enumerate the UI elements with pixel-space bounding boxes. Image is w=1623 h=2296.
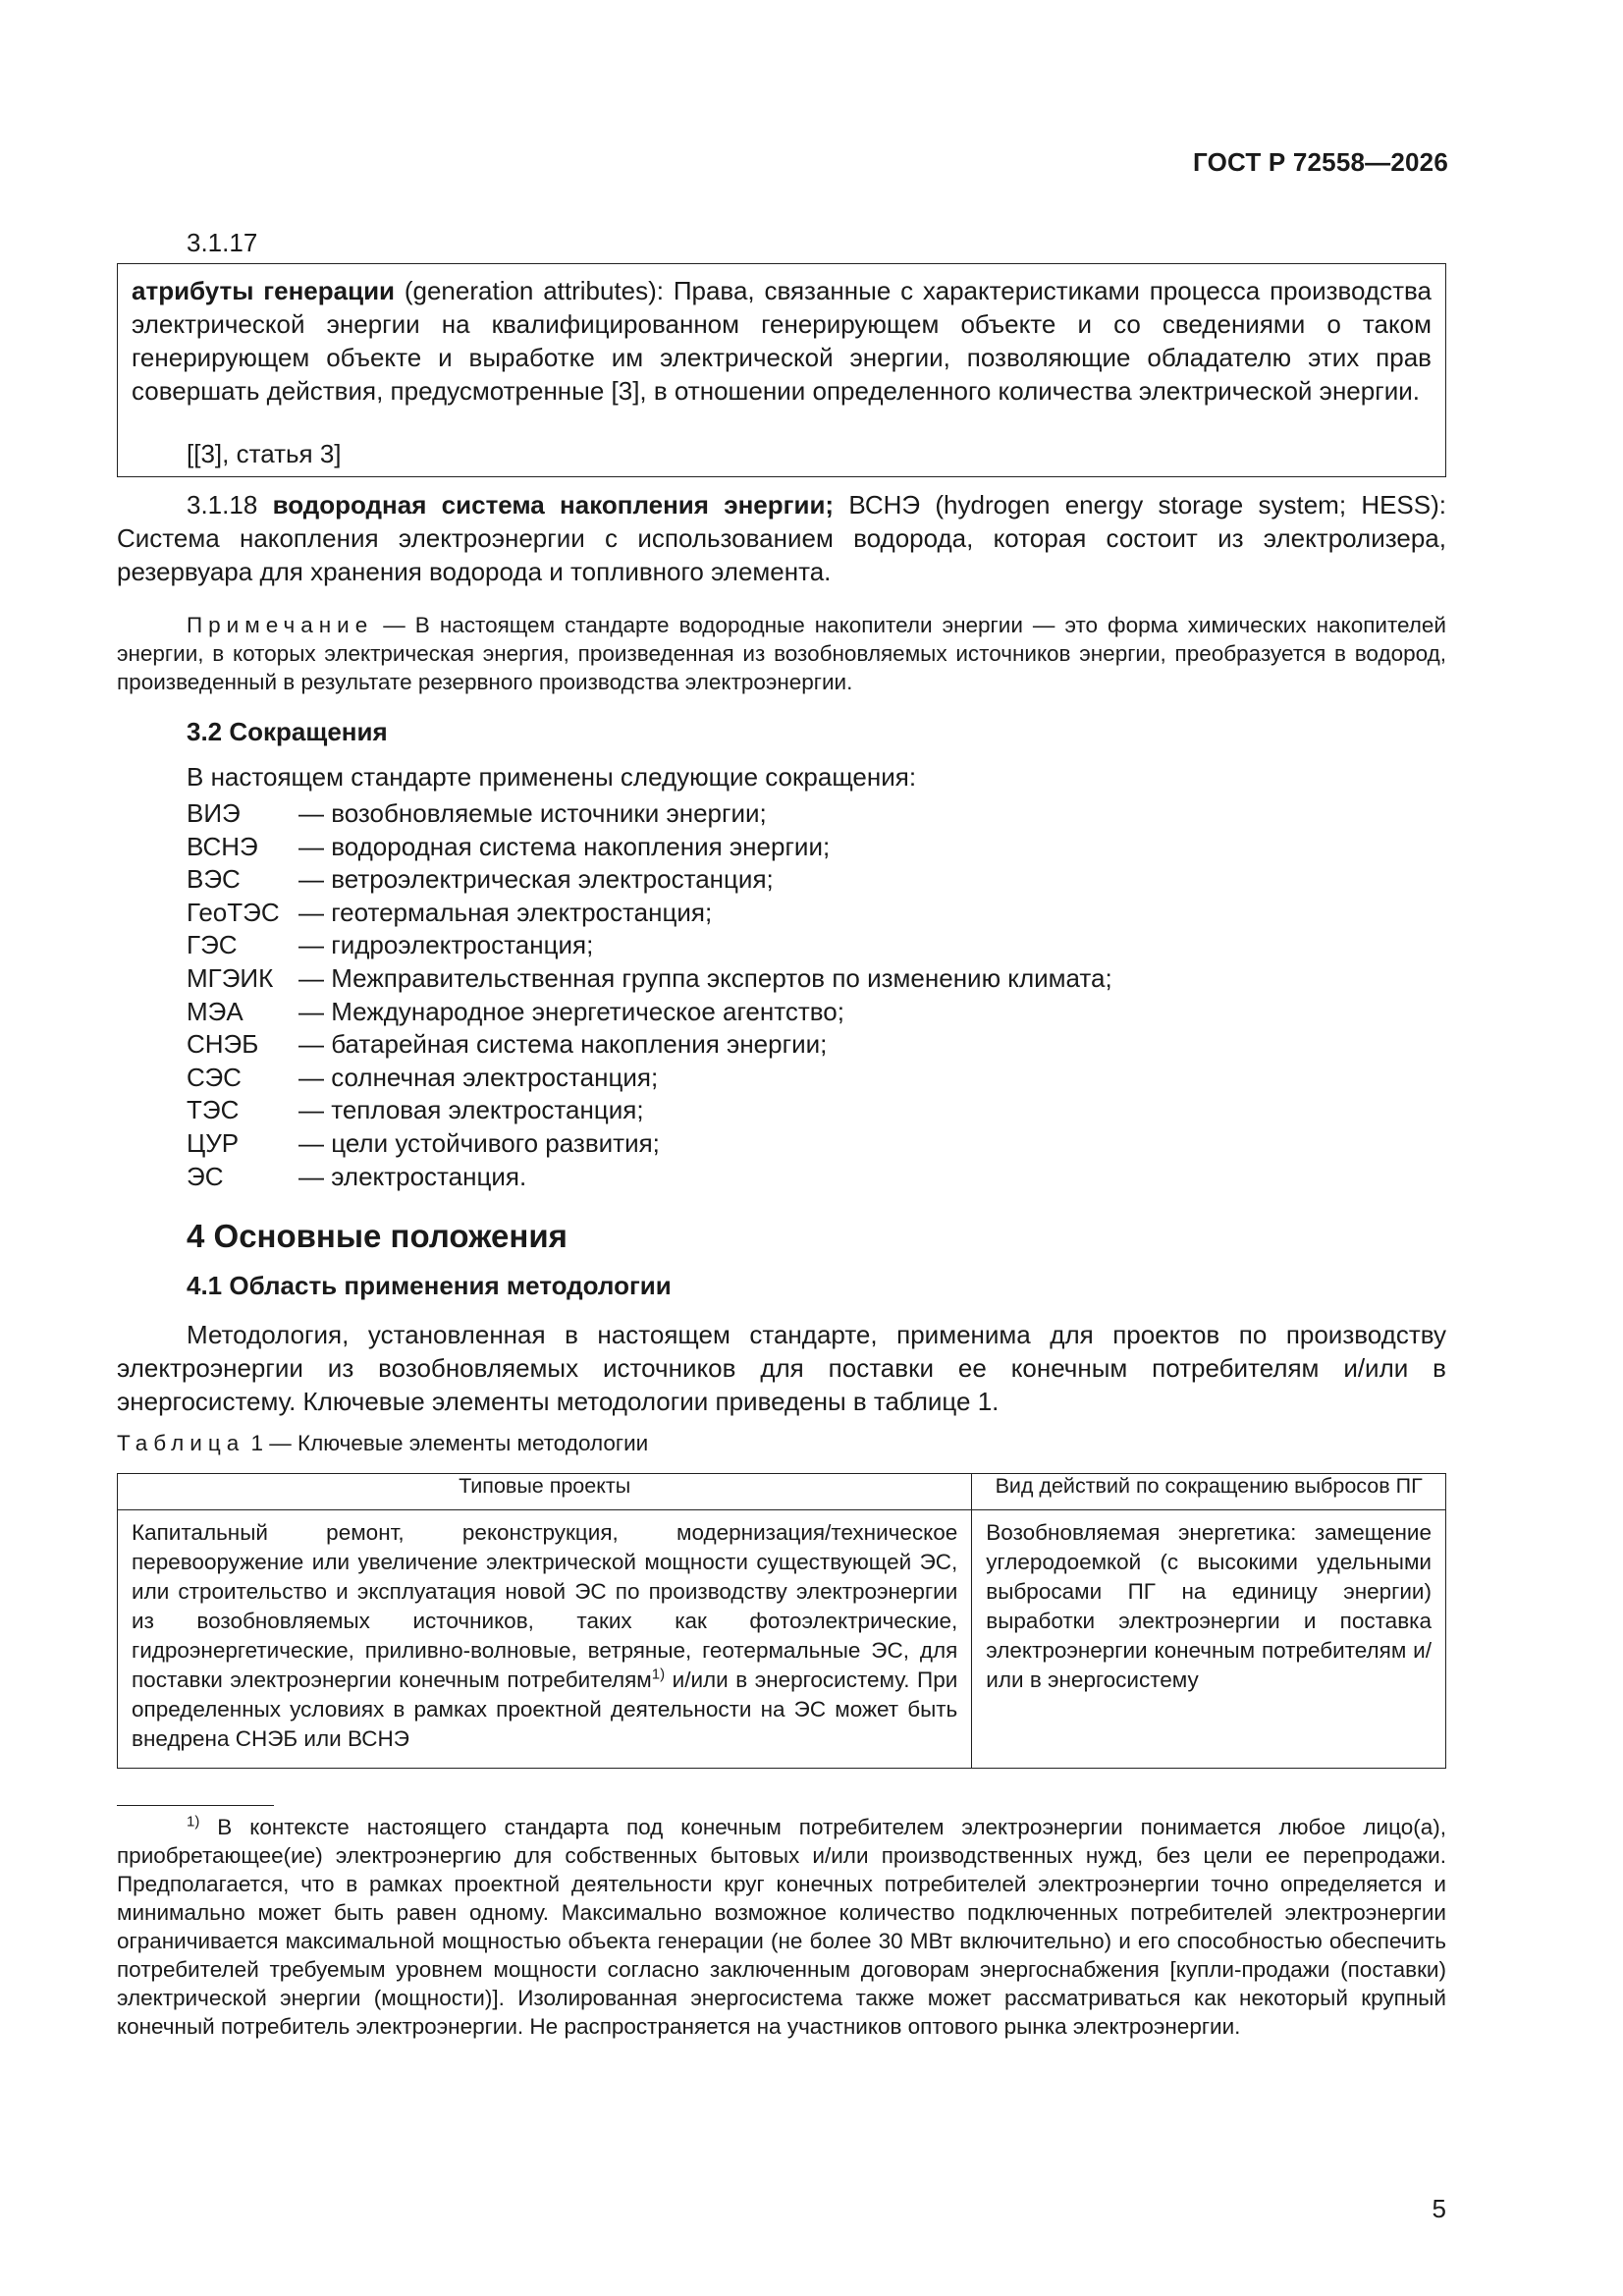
- abbreviation-code: ВСНЭ: [187, 831, 258, 861]
- footnote-reference: 1): [651, 1666, 666, 1683]
- key-elements-table: [117, 1473, 1446, 1769]
- definition-box: [117, 263, 1446, 477]
- list-item: [187, 1028, 1112, 1062]
- section-3-2-title: 3.2 Сокращения: [187, 717, 388, 746]
- footnote: [117, 1813, 1446, 2041]
- definition-reference: [[3], статья 3]: [187, 439, 342, 468]
- abbreviation-code: ВИЭ: [187, 798, 241, 828]
- abbreviation-meaning: — возобновляемые источники энергии;: [298, 798, 767, 828]
- list-item: [187, 996, 1112, 1029]
- column-header: Типовые проекты: [118, 1474, 972, 1510]
- definition-term: водородная система накопления энергии;: [272, 490, 835, 519]
- footnote-text: В контексте настоящего стандарта под конечным потребителем электроэнергии понимается любое лицо(а), приобретающее(ие) электроэнергию для собственных бытовых и/или производственных нужд, без цели ее перепродажи. Предполагается, что в рамках проектной деятельности круг конечных потребителей электроэнергии точно определяется и минимально может быть равен одному. Максимально возможное количество подключенных потребителей электроэнергии ограничивается максимальной мощностью объекта генерации (не более 30 МВт включительно) и его способностью обеспечить потребителей требуемым уровнем мощности согласно заключенным договорам энергоснабжения [купли-продажи (поставки) электрической энергии (мощности)]. Изолированная энергосистема также может рассматриваться как некоторый крупный конечный потребитель электроэнергии. Не распространяется на участников оптового рынка электроэнергии.: [117, 1815, 1446, 2039]
- abbreviation-meaning: — цели устойчивого развития;: [298, 1127, 660, 1158]
- abbreviation-code: ЭС: [187, 1161, 224, 1191]
- abbreviation-meaning: — гидроэлектростанция;: [298, 930, 594, 960]
- abbreviations-intro: В настоящем стандарте применены следующие сокращения:: [187, 762, 917, 792]
- page-number: 5: [1432, 2194, 1446, 2223]
- list-item: [187, 831, 1112, 864]
- table-caption-label: Таблица: [117, 1431, 245, 1455]
- abbreviation-list: [187, 797, 1112, 1193]
- abbreviation-code: СНЭБ: [187, 1029, 259, 1060]
- list-item: [187, 863, 1112, 897]
- abbreviation-meaning: — водородная система накопления энергии;: [298, 831, 831, 861]
- definition-text: [132, 274, 1432, 408]
- section-4-1-paragraph: Методология, установленная в настоящем стандарте, применима для проектов по производству электроэнергии из возобновляемых источников для поставки ее конечным потребителям и/или в энергосистему. Ключевые элементы методологии приведены в таблице 1.: [117, 1320, 1446, 1416]
- abbreviation-code: ТЭС: [187, 1095, 240, 1125]
- list-item: [187, 1161, 1112, 1194]
- list-item: [187, 797, 1112, 831]
- list-item: [187, 1127, 1112, 1161]
- abbreviation-meaning: — Международное энергетическое агентство;: [298, 996, 844, 1026]
- list-item: [187, 1062, 1112, 1095]
- definition-body: ВСНЭ (hydrogen energy storage system; HESS): Система накопления электроэнергии с использованием водорода, которая состоит из электролизера, резервуара для хранения водорода и топливного элемента.: [117, 490, 1446, 586]
- section-4-1-title: 4.1 Область применения методологии: [187, 1271, 672, 1300]
- abbreviation-code: ГЭС: [187, 930, 238, 960]
- table-row: [118, 1510, 1446, 1769]
- note-label: Примечание: [187, 613, 374, 637]
- note: [117, 611, 1446, 696]
- table-caption: [117, 1431, 648, 1456]
- abbreviation-meaning: — тепловая электростанция;: [298, 1095, 644, 1125]
- abbreviation-code: ВЭС: [187, 864, 241, 895]
- abbreviation-meaning: — электростанция.: [298, 1161, 527, 1191]
- cell-text: и/или в энергосистему. При определенных условиях в рамках проектной деятельности на ЭС может быть внедрена СНЭБ или ВСНЭ: [132, 1667, 958, 1751]
- footnote-divider: [117, 1805, 274, 1806]
- standard-code: ГОСТ Р 72558—2026: [1193, 147, 1448, 177]
- abbreviation-code: ЦУР: [187, 1127, 240, 1158]
- abbreviation-meaning: — солнечная электростанция;: [298, 1062, 659, 1092]
- cell-text: Капитальный ремонт, реконструкция, модернизация/техническое перевооружение или увеличение электрической мощности существующей ЭС, или строительство и эксплуатация новой ЭС по производству электроэнергии из возобновляемых источников, таких как фотоэлектрические, гидроэнергетические, приливно-волновые, ветряные, геотермальные ЭС, для поставки электроэнергии конечным потребителям: [132, 1520, 958, 1692]
- section-4-title: 4 Основные положения: [187, 1218, 568, 1254]
- abbreviation-code: МЭА: [187, 996, 243, 1026]
- abbreviation-code: СЭС: [187, 1062, 242, 1092]
- table-cell: [118, 1510, 972, 1769]
- table-header-row: [118, 1474, 1446, 1510]
- definition-term: атрибуты генерации: [132, 276, 396, 305]
- note-text: — В настоящем стандарте водородные накопители энергии — это форма химических накопителей энергии, в которых электрическая энергия, произведенная из возобновляемых источников энергии, преобразуется в водород, произведенный в результате резервного производства электроэнергии.: [117, 613, 1446, 694]
- definition-3-1-18: [117, 488, 1446, 588]
- list-item: [187, 897, 1112, 930]
- abbreviation-meaning: — геотермальная электростанция;: [298, 897, 713, 927]
- abbreviation-meaning: — батарейная система накопления энергии;: [298, 1029, 828, 1060]
- term-number-3-1-18: 3.1.18: [187, 490, 273, 519]
- table-caption-title: 1 — Ключевые элементы методологии: [244, 1431, 649, 1455]
- list-item: [187, 1094, 1112, 1127]
- definition-body: (generation attributes): Права, связанные с характеристиками процесса производства электрической энергии на квалифицированном генерирующем объекте и со сведениями о таком генерирующем объекте и выработке им электрической энергии, позволяющие обладателю этих прав совершать действия, предусмотренные [3], в отношении определенного количества электрической энергии.: [132, 276, 1432, 406]
- term-number-3-1-17: 3.1.17: [187, 228, 258, 257]
- abbreviation-meaning: — ветроэлектрическая электростанция;: [298, 864, 774, 895]
- list-item: [187, 962, 1112, 996]
- abbreviation-code: МГЭИК: [187, 962, 274, 993]
- footnote-mark: 1): [187, 1813, 200, 1831]
- table-cell: Возобновляемая энергетика: замещение углеродоемкой (с высокими удельными выбросами ПГ на единицу энергии) выработки электроэнергии и поставка электроэнергии конечным потребителям и/или в энергосистему: [972, 1510, 1446, 1769]
- abbreviation-meaning: — Межправительственная группа экспертов по изменению климата;: [298, 962, 1112, 993]
- list-item: [187, 929, 1112, 962]
- abbreviation-code: ГеоТЭС: [187, 897, 280, 927]
- column-header: Вид действий по сокращению выбросов ПГ: [972, 1474, 1446, 1510]
